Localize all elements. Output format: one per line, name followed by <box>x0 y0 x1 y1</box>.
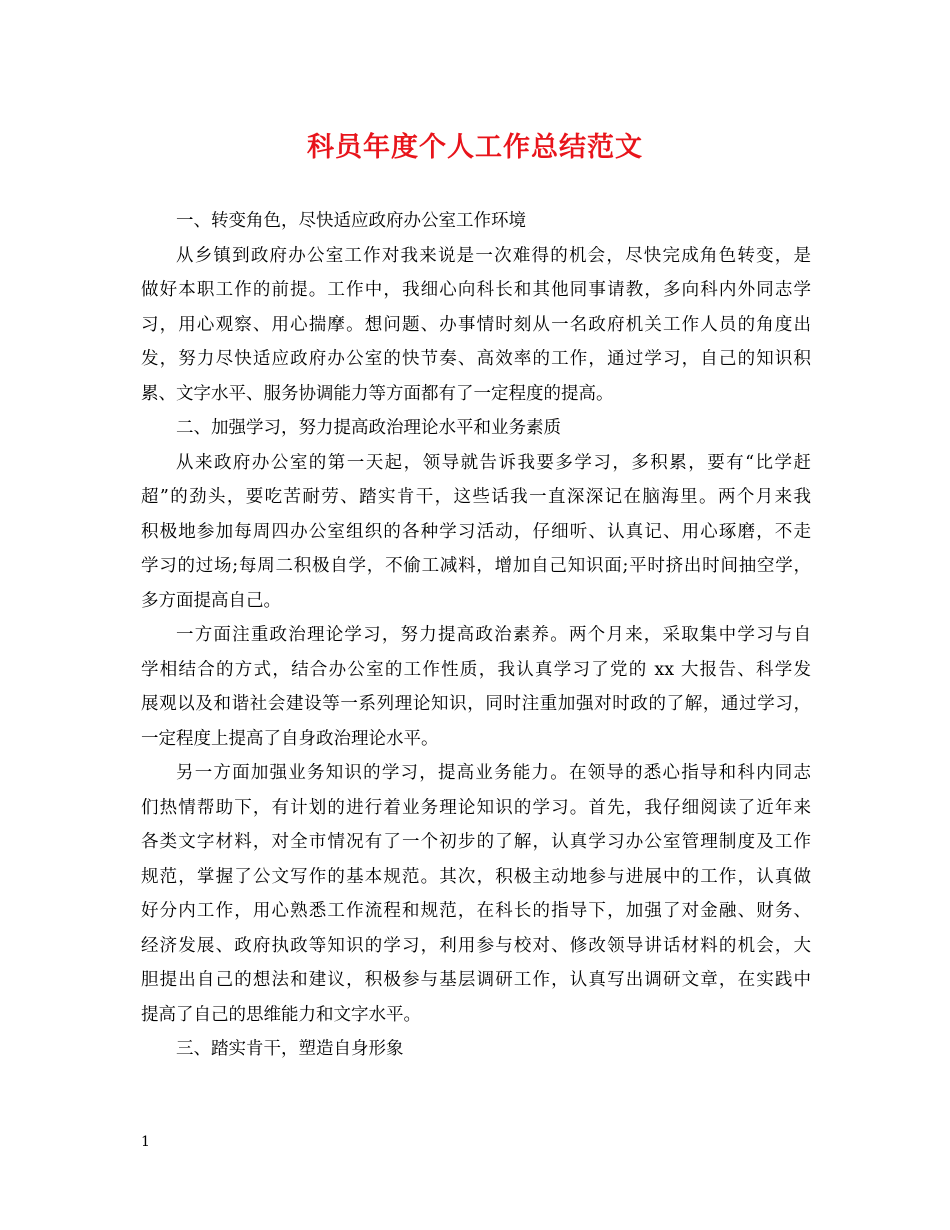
document-text-line: 一定程度上提高了自身政治理论水平。 <box>141 728 439 749</box>
document-text-line: 胆提出自己的想法和建议，积极参与基层调研工作，认真写出调研文章，在实践中 <box>141 970 811 990</box>
document-text-line: 发，努力尽快适应政府办公室的快节奏、高效率的工作，通过学习，自己的知识积 <box>141 349 811 369</box>
document-text-line: 三、踏实肯干，塑造自身形象 <box>176 1039 404 1059</box>
document-text-line: 学习的过场;每周二积极自学，不偷工减料，增加自己知识面;平时挤出时间抽空学， <box>141 556 811 576</box>
document-text-line: 积极地参加每周四办公室组织的各种学习活动，仔细听、认真记、用心琢磨，不走 <box>141 521 811 542</box>
document-text-line: 二、加强学习，努力提高政治理论水平和业务素质 <box>176 418 561 438</box>
document-text-line: 超”的劲头，要吃苦耐劳、踏实肯干，这些话我一直深深记在脑海里。两个月来我 <box>141 487 811 507</box>
page-number: 1 <box>141 1134 150 1150</box>
document-text-line: 一、转变角色，尽快适应政府办公室工作环境 <box>176 211 526 231</box>
document-body <box>141 204 811 1067</box>
document-text-line: 从来政府办公室的第一天起，领导就告诉我要多学习，多积累，要有“比学赶 <box>176 452 811 473</box>
document-text-line: 各类文字材料，对全市情况有了一个初步的了解，认真学习办公室管理制度及工作 <box>141 832 811 852</box>
document-title: 科员年度个人工作总结范文 <box>307 132 643 163</box>
document-text-line: 从乡镇到政府办公室工作对我来说是一次难得的机会，尽快完成角色转变，是 <box>176 245 811 266</box>
document-text-line: 做好本职工作的前提。工作中，我细心向科长和其他同事请教，多向科内外同志学 <box>141 280 811 300</box>
document-text-line: 多方面提高自己。 <box>141 590 281 611</box>
document-text-line: 规范，掌握了公文写作的基本规范。其次，积极主动地参与进展中的工作，认真做 <box>141 866 811 887</box>
document-text-line: 学相结合的方式，结合办公室的工作性质，我认真学习了党的 xx 大报告、科学发 <box>141 659 811 680</box>
document-text-line: 好分内工作，用心熟悉工作流程和规范，在科长的指导下，加强了对金融、财务、 <box>141 901 811 921</box>
document-text-line: 习，用心观察、用心揣摩。想问题、办事情时刻从一名政府机关工作人员的角度出 <box>141 314 811 335</box>
document-text-line: 累、文字水平、服务协调能力等方面都有了一定程度的提高。 <box>141 383 614 404</box>
document-text-line: 另一方面加强业务知识的学习，提高业务能力。在领导的悉心指导和科内同志 <box>176 763 811 783</box>
document-text-line: 们热情帮助下，有计划的进行着业务理论知识的学习。首先，我仔细阅读了近年来 <box>141 797 811 818</box>
document-text-line: 提高了自己的思维能力和文字水平。 <box>141 1004 421 1025</box>
document-text-line: 展观以及和谐社会建设等一系列理论知识，同时注重加强对时政的了解，通过学习， <box>141 694 811 714</box>
document-text-line: 经济发展、政府执政等知识的学习，利用参与校对、修改领导讲话材料的机会，大 <box>141 935 811 956</box>
document-text-line: 一方面注重政治理论学习，努力提高政治素养。两个月来，采取集中学习与自 <box>176 625 811 645</box>
